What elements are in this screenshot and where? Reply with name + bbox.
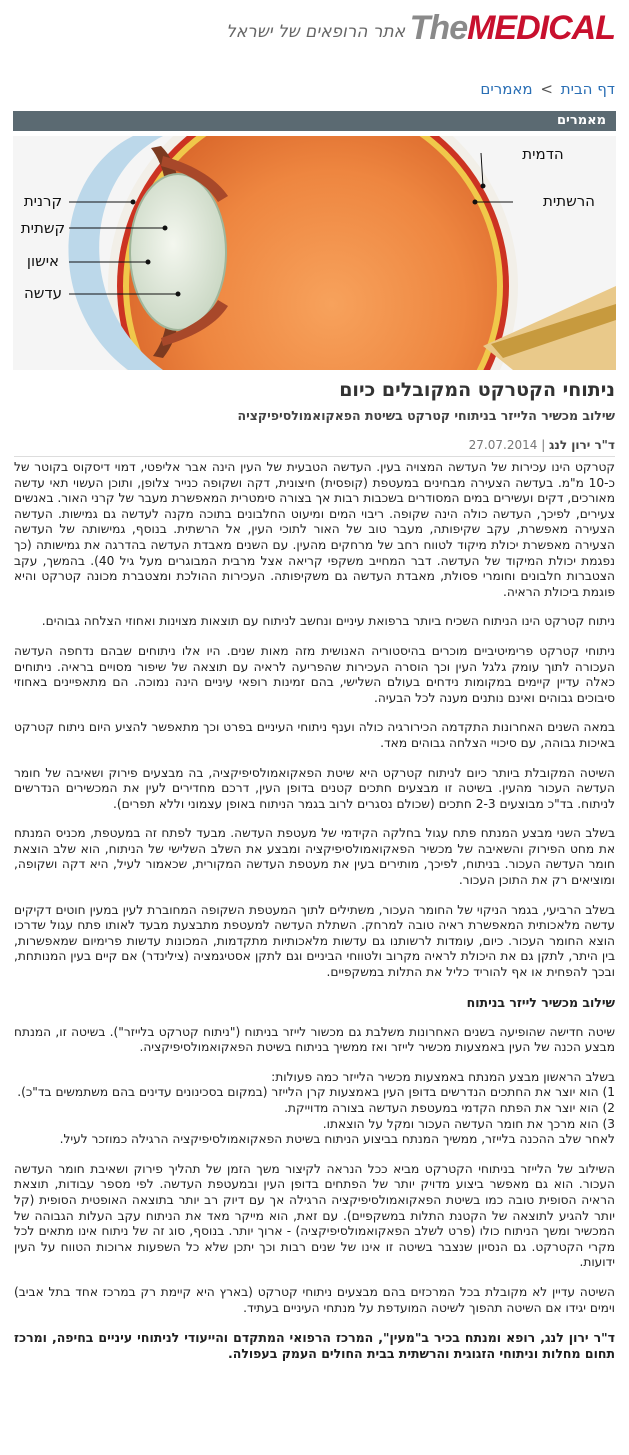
- site-header: [0, 0, 629, 60]
- section-header-bar: מאמרים: [13, 111, 616, 131]
- eye-anatomy-illustration: [13, 136, 616, 370]
- site-tagline: אתר הרופאים של ישראל: [226, 22, 405, 42]
- article-meta: [469, 437, 615, 453]
- paragraph: ניתוחי קטרקט פרימיטיביים מוכרים בהיסטוריה האנושית מזה מאות שנים. היו אלו ניתוחים שבהם נדחפה העדשה העכורה לתוך עומק גלגל העין וכך הוסרה העכירות שהפריעה לראיה עם תוצאה של שיפור מסויים בראיה. ניתוחים כאלה עדיין קיימים במקומות נידחים בעולם השלישי, בהם זמינות רופאי עיניים הינה נמוכה. הם מתאפיינים באחוזי סיבוכים גבוהים ואינם נותנים מענה לכל הבעיה.: [14, 643, 615, 705]
- breadcrumb: [480, 80, 615, 98]
- meta-divider: [14, 456, 615, 457]
- site-logo[interactable]: TheMEDICAL: [409, 9, 615, 47]
- pupil-pointer-dot: [146, 260, 150, 264]
- paragraph: השילוב של הלייזר בניתוחי הקטרקט מביא ככל הנראה לקיצור משך הזמן של תהליך פירוק ושאיבת חומר העדשה העכור. הוא גם מאפשר ביצוע מדויק יותר של הפתחים בדופן העין ובמעטפת העדשה. לפי מספר עבודות, תוצאת הראיה הסופית טובה כמו בשיטת הפאקואמולסיפיקציה הרגילה אך עם דיוק רב יותר בתוצאה האופטית הסופית (קל יותר להגיע לתוצאה של הקטנת התלות במשקפיים). עם זאת, הוא מייקר מאד את הניתוח עקב העלות הגבוהה של המכשיר ומשך הניתוח כולו (פרט לשלב הפאקואמולסיפיקציה) - ארוך יותר. בנוסף, סוג זה של ניתוח אינו מתאים לכל מקרי הקטרקט. גם הנסיון שנצבר בשיטה זו אינו של שנים רבות וכך יתכן שלא כל השפעות ארוכות הטווח על העין ידועות.: [14, 1161, 615, 1270]
- paragraph: השיטה עדיין לא מקובלת בכל המרכזים בהם מבצעים ניתוחי קטרקט (בארץ היא קיימת רק במרכז אחד בתל אביב) וימים יגידו אם השיטה תהפוך לשיטה המועדפת על מנתחי העיניים בעתיד.: [14, 1284, 615, 1315]
- label-cornea: קרנית: [23, 192, 63, 210]
- label-pupil: אישון: [26, 252, 60, 270]
- eye-anatomy-svg: [13, 136, 616, 370]
- paragraph: קטרקט הינו עכירות של העדשה המצויה בעין. העדשה הטבעית של העין הינה אבר אליפטי, דמוי דיסקוס בקוטר של כ-10 מ"מ. בעדשה הצעירה מבחינים במעטפת (קופסית) חיצונית, דקה ושקופה כנייר צלופן, ותוכן העשוי תאי עדשה מאורכים, דקים ועשירים במים המסודרים בשכבות רבות אך בצורה סימטרית המאפשרת מעבר של קרני האור. באנשים צעירים, לפיכך, העדשה כולה הינה שקופה. ריבוי המים ומיעוט החלבונים בתוכה מקנה לעדשה גם גמישות. העדשה הצעירה מאפשרת, עקב שקיפותה, מעבר טוב של האור לתוכי העין, אל הרשתית. בנוסף, גמישותה של העדשה הצעירה מאפשרת יכולת מיקוד לטווח רחב של מרחקים מהעין. עם השנים מאבדת העדשה בהדרגה את גמישותה (כך נפגמת יכולת המיקוד של העדשה. דבר המחייב משקפי קריאה אצל מרבית המבוגרים מעל גיל 40). בהמשך, עקב הצטברות חלבונים וחומרי פסולת, מאבדת העדשה גם משקיפותה. העכירות ההולכת ומצטברת מכונה קטרקט והיא פוגמת ביכולת הראיה.: [13, 460, 615, 599]
- macula-pointer-dot: [481, 184, 485, 188]
- retina-pointer-dot: [473, 200, 477, 204]
- list-intro: בשלב הראשון מבצע המנתח באמצעות מכשיר הלייזר כמה פעולות:: [271, 1069, 615, 1084]
- label-lens: עדשה: [23, 284, 63, 302]
- article-subtitle: שילוב מכשיר הלייזר בניתוחי קטרקט בשיטת הפאקואמולסיפיקציה: [237, 408, 615, 423]
- list-item: 1) הוא יוצר את החתכים הנדרשים בדופן העין באמצעות קרן הלייזר (במקום בסכינונים עדינים בהם משתמשים בד"כ).: [17, 1085, 615, 1100]
- label-iris: קשתית: [20, 219, 66, 237]
- laser-steps-list: [14, 1070, 615, 1148]
- article-title: ניתוחי הקטרקט המקובלים כיום: [339, 379, 615, 401]
- article-author: ד"ר ירון לנג: [549, 438, 615, 452]
- lens-shape: [130, 174, 226, 330]
- iris-pointer-dot: [163, 226, 167, 230]
- article-body: [14, 460, 615, 1375]
- paragraph: במאה השנים האחרונות התקדמה הכירורגיה כולה וענף ניתוחי העיניים בפרט וכך מתאפשר להציע היום ניתוח קטרקט באיכות גבוהה, עם סיכויי הצלחה גבוהים מאד.: [14, 720, 615, 750]
- lens-pointer-dot: [176, 292, 180, 296]
- section-heading-laser: שילוב מכשיר לייזר בניתוח: [466, 994, 615, 1010]
- paragraph: השיטה המקובלת ביותר כיום לניתוח קטרקט היא שיטת הפאקואמולסיפיקציה, בה מבצעים פירוק ושאיבה של חומר העדשה העכור מהעין. בשיטה זו מבצעים חתכים קטנים בדופן העין, דרכם מחדירים לעין את המכשירים הנדרשים לניתוח. בד"כ מבוצעים 2-3 חתכים (שכולם נסגרים לרוב בגמר הניתוח באופן עצמוני וללא תפרים).: [14, 765, 615, 811]
- breadcrumb-home-link[interactable]: דף הבית: [560, 80, 615, 98]
- paragraph: שיטה חדישה שהופיעה בשנים האחרונות משלבת גם מכשור לייזר בניתוח ("ניתוח קטרקט בלייזר"). בשיטה זו, המנתח מבצע הכנה של העין באמצעות מכשיר לייזר ואז ממשיך בניתוח בשיטת הפאקואמולסיפיקציה.: [14, 1024, 615, 1055]
- list-item: 3) הוא מרכך את חומר העדשה העכור ומקל על הוצאתו.: [322, 1116, 615, 1131]
- breadcrumb-current-link[interactable]: מאמרים: [480, 80, 533, 98]
- author-bio: ד"ר ירון לנג, רופא ומנתח בכיר ב"מעין", המרכז הרפואי המתקדם והייעודי לניתוחי עיניים בחיפה, ומרכז תחום מחלות וניתוחי הזגוגית והרשתית בבית החולים העמק בעפולה.: [14, 1330, 615, 1361]
- article-date: 27.07.2014: [468, 438, 538, 452]
- list-item: 2) הוא יוצר את הפתח הקדמי במעטפת העדשה בצורה מדוייקת.: [284, 1101, 615, 1115]
- paragraph: ניתוח קטרקט הינו הניתוח השכיח ביותר ברפואת עיניים ונחשב לניתוח עם תוצאות מצוינות ואחוזי הצלחה גבוהים.: [41, 614, 615, 629]
- paragraph: בשלב השני מבצע המנתח פתח עגול בחלקה הקידמי של מעטפת העדשה. מבעד לפתח זה במעטפת, מכניס המנתח את מחט הפירוק והשאיבה של מכשיר הפאקואמולסיפיקציה ומבצע את השלב השלישי של הניתוח, הוא שלב הוצאת חומר העדשה העכור. בניתוח, לפיכך, מותירים בעין את מעטפת העדשה המקורית, שכאמור לעיל, היא דקה ושקופה, ומוציאים רק את התוכן העכור.: [14, 826, 615, 888]
- label-macula: הדמית: [522, 145, 564, 163]
- paragraph: בשלב הרביעי, בגמר הניקוי של החומר העכור, משתילים לתוך המעטפת השקופה המחוברת לעין במעין חוטים דקיקים עדשה מלאכותית המאפשרת ראיה טובה למרחק. השתלת העדשה למעטפת מתבצעת מבעד לאותו פתח עגול שדרכו הוצא החומר העכור. כיום, עומדות לרשותנו גם עדשות מלאכותיות מתקדמות, המכונות עדשות פרימיום שמאפשרות, בין היתר, לתקן גם את היכולת לראיה מקרוב ולטווחי הביניים וגם לתקן אסטיגמציה (צילינדר) אם קיים בעין המנותחת, ובכך להפחית או אף להוריד כליל את התלות במשקפיים.: [14, 902, 615, 980]
- cornea-pointer-dot: [131, 200, 135, 204]
- breadcrumb-separator: >: [540, 80, 553, 98]
- label-retina: הרשתית: [543, 192, 595, 210]
- list-outro: לאחר שלב ההכנה בלייזר, ממשיך המנתח בביצוע הניתוח בשיטת הפאקואמולסיפיקציה הרגילה כמוזכר לעיל.: [59, 1132, 615, 1147]
- meta-separator: |: [537, 438, 550, 452]
